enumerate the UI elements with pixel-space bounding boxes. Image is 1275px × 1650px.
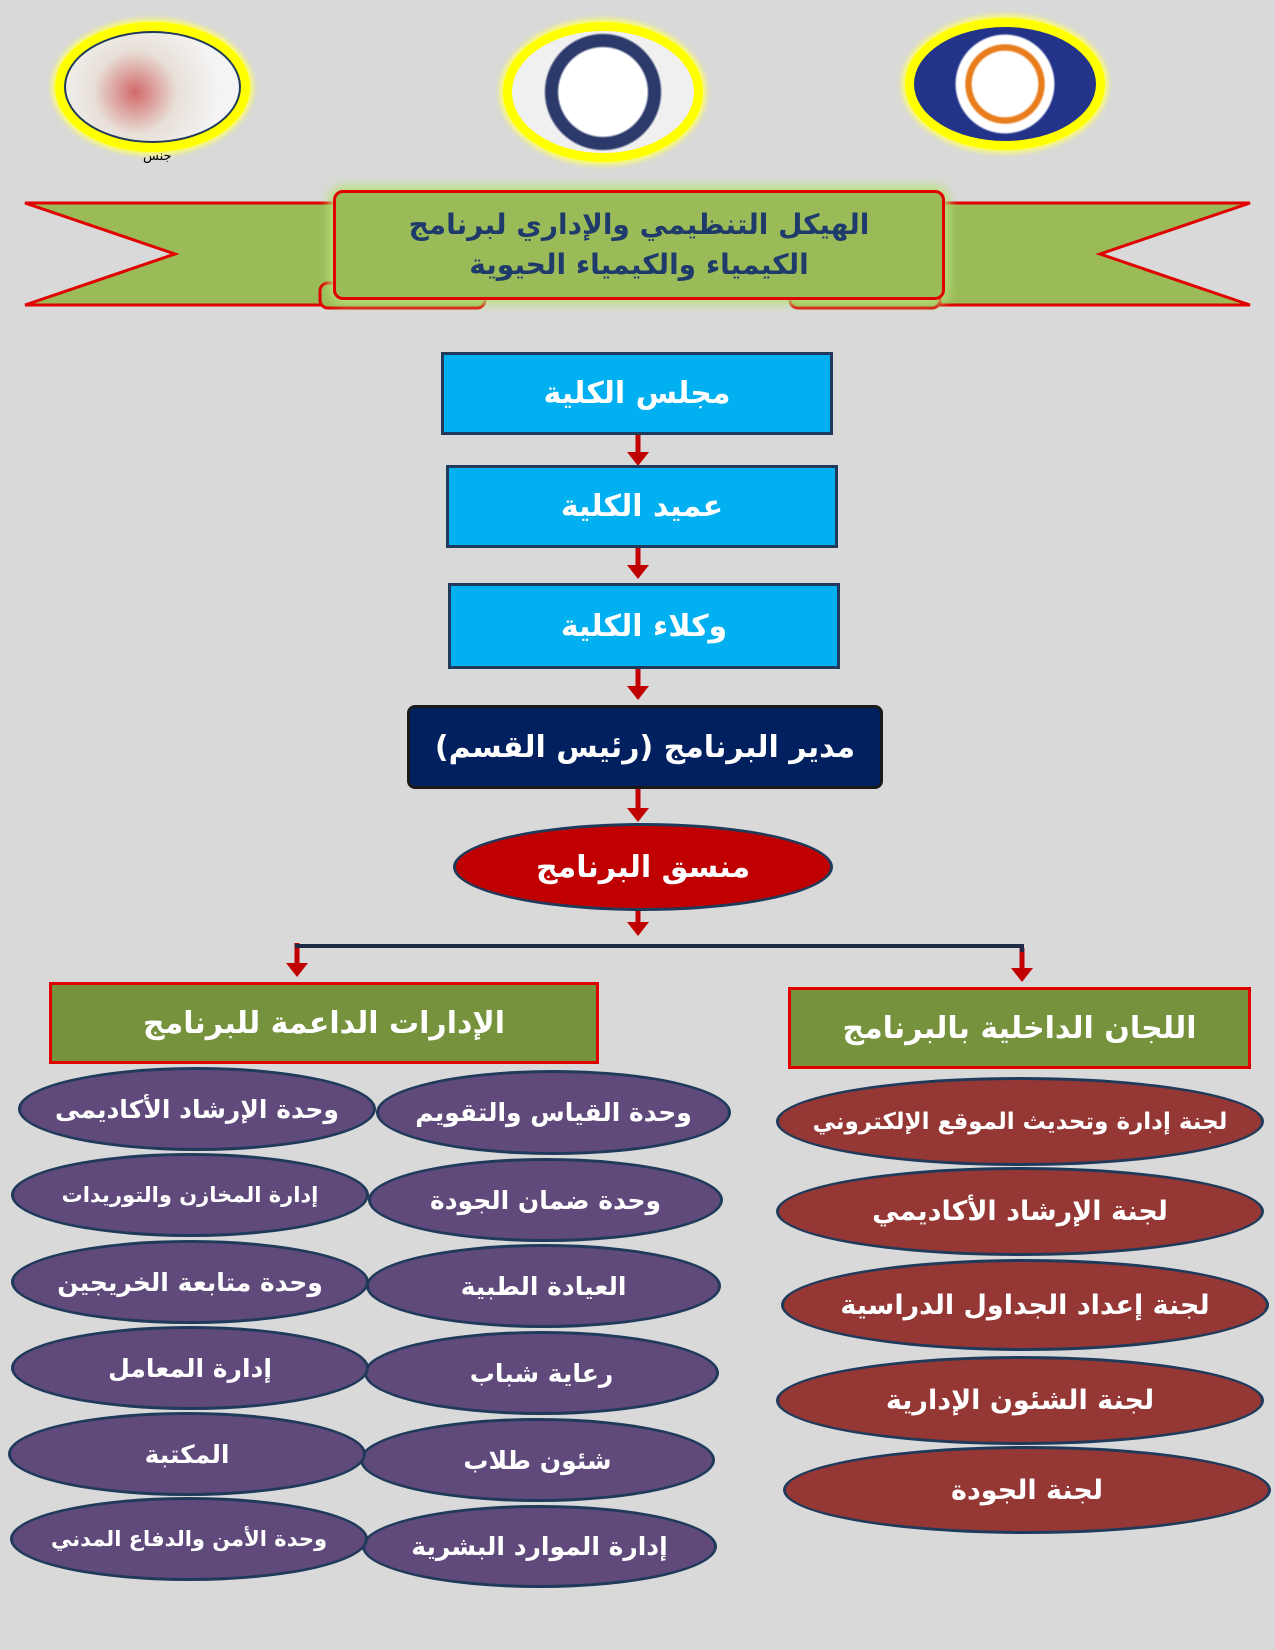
support-item: شئون طلاب bbox=[360, 1418, 715, 1502]
committee-item: لجنة إدارة وتحديث الموقع الإلكتروني bbox=[776, 1077, 1264, 1166]
committee-item: لجنة الإرشاد الأكاديمي bbox=[776, 1167, 1264, 1256]
support-item: المكتبة bbox=[8, 1412, 366, 1496]
support-item: وحدة ضمان الجودة bbox=[368, 1158, 723, 1242]
support-item: إدارة الموارد البشرية bbox=[362, 1505, 717, 1588]
internal-committees-header: اللجان الداخلية بالبرنامج bbox=[788, 987, 1251, 1069]
support-item: وحدة الأمن والدفاع المدني bbox=[10, 1497, 368, 1581]
committee-item: لجنة الشئون الإدارية bbox=[776, 1356, 1264, 1445]
support-item: وحدة متابعة الخريجين bbox=[11, 1240, 369, 1324]
support-item: وحدة الإرشاد الأكاديمى bbox=[18, 1067, 376, 1151]
support-item: العيادة الطبية bbox=[366, 1244, 721, 1328]
support-item: إدارة المخازن والتوريدات bbox=[11, 1153, 369, 1237]
faculty-dean-box: عميد الكلية bbox=[446, 465, 838, 548]
program-director-box: مدير البرنامج (رئيس القسم) bbox=[407, 705, 883, 789]
committee-item: لجنة الجودة bbox=[783, 1446, 1271, 1534]
support-departments-header: الإدارات الداعمة للبرنامج bbox=[49, 982, 599, 1064]
program-coordinator-oval: منسق البرنامج bbox=[453, 823, 833, 911]
faculty-council-box: مجلس الكلية bbox=[441, 352, 833, 435]
vice-deans-box: وكلاء الكلية bbox=[448, 583, 840, 669]
support-item: وحدة القياس والتقويم bbox=[376, 1070, 731, 1155]
support-item: رعاية شباب bbox=[364, 1331, 719, 1415]
committee-item: لجنة إعداد الجداول الدراسية bbox=[781, 1259, 1269, 1351]
logo-caption: جنس bbox=[143, 149, 172, 164]
support-item: إدارة المعامل bbox=[11, 1326, 369, 1410]
banner-title: الهيكل التنظيمي والإداري لبرنامج الكيمياء والكيمياء الحيوية bbox=[333, 190, 945, 300]
